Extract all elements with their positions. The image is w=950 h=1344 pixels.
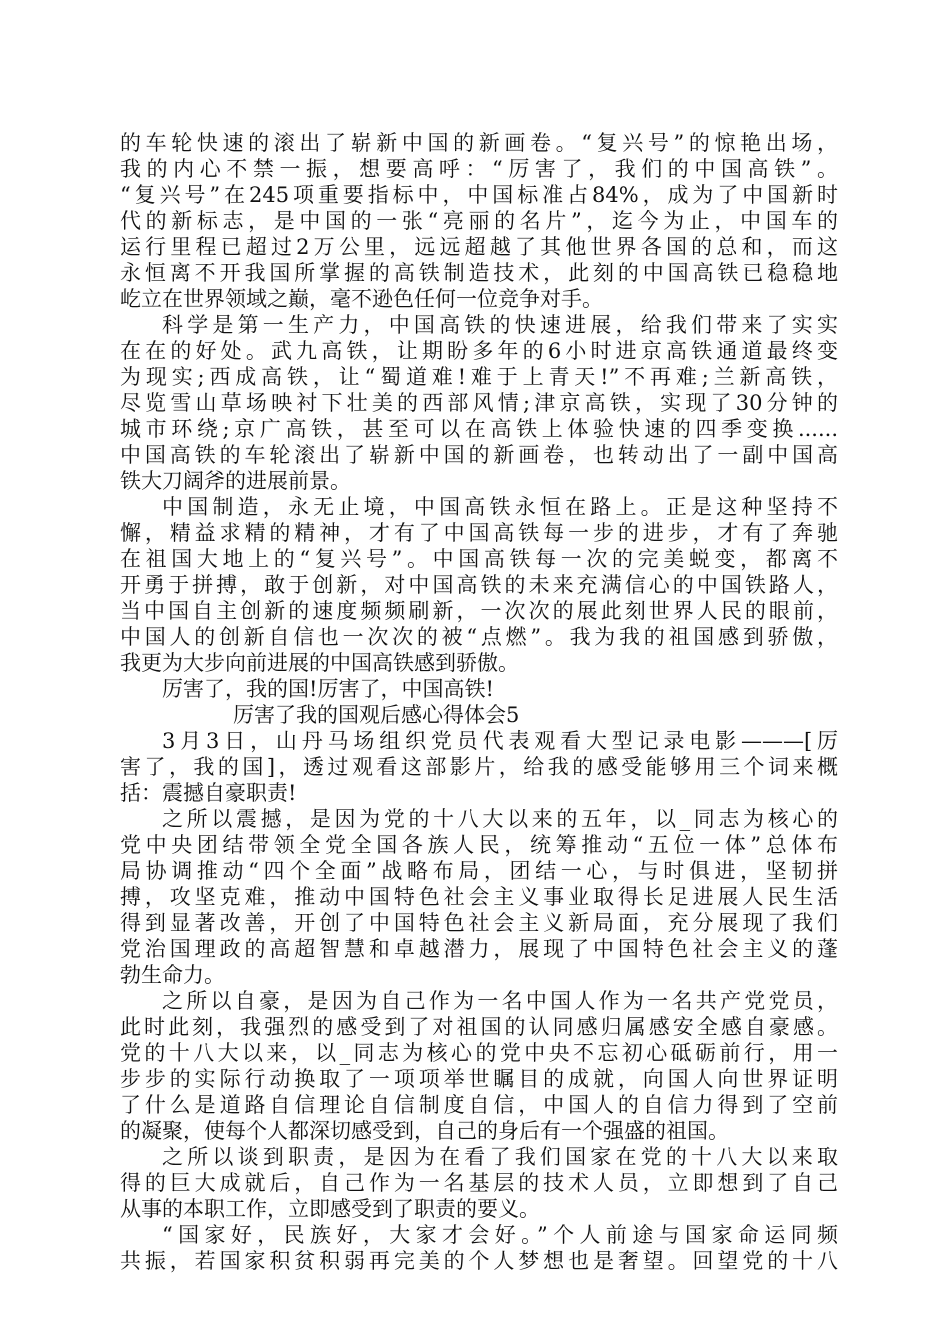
text-line: 之所以震撼，是因为党的十八大以来的五年，以_同志为核心的 [162, 807, 838, 831]
text-line: 中国人的创新自信也一次次的被“点燃”。我为我的祖国感到骄傲， [120, 625, 838, 649]
text-line: 党治国理政的高超智慧和卓越潜力，展现了中国特色社会主义的蓬 [120, 937, 838, 961]
text-line: 得的巨大成就后，自己作为一名基层的技术人员，立即想到了自己 [120, 1171, 838, 1195]
text-line: 中国高铁的车轮滚出了崭新中国的新画卷，也转动出了一副中国高 [120, 443, 838, 467]
text-line: 步步的实际行动换取了一项项举世瞩目的成就，向国人向世界证明 [120, 1067, 838, 1091]
text-line: 屹立在世界领域之巅，毫不逊色任何一位竞争对手。 [120, 287, 603, 311]
section-heading: 厉害了我的国观后感心得体会5 [233, 703, 520, 727]
text-line: 我更为大步向前进展的中国高铁感到骄傲。 [120, 651, 519, 675]
text-line: 懈，精益求精的精神，才有了中国高铁每一步的进步，才有了奔驰 [120, 521, 838, 545]
text-line: 之所以自豪，是因为自己作为一名中国人作为一名共产党党员， [162, 989, 838, 1013]
text-line: 3月3日，山丹马场组织党员代表观看大型记录电影———[厉 [162, 729, 838, 753]
text-line: 我的内心不禁一振，想要高呼：“厉害了，我们的中国高铁”。 [120, 157, 838, 181]
text-line: 在祖国大地上的“复兴号”。中国高铁每一次的完美蜕变，都离不 [120, 547, 838, 571]
text-line: “国家好，民族好，大家才会好。”个人前途与国家命运同频 [162, 1223, 838, 1247]
document-page [120, 130, 838, 1274]
text-line: 党的十八大以来，以_同志为核心的党中央不忘初心砥砺前行，用一 [120, 1041, 838, 1065]
text-line: 中国制造，永无止境，中国高铁永恒在路上。正是这种坚持不 [162, 495, 838, 519]
text-line: 括：震撼自豪职责! [120, 781, 297, 805]
text-line: 为现实;西成高铁，让“蜀道难!难于上青天!”不再难;兰新高铁， [120, 365, 838, 389]
text-line: 害了，我的国]，透过观看这部影片，给我的感受能够用三个词来概 [120, 755, 838, 779]
text-line: 代的新标志，是中国的一张“亮丽的名片”，迄今为止，中国车的 [120, 209, 838, 233]
text-line: 运行里程已超过2万公里，远远超越了其他世界各国的总和，而这 [120, 235, 838, 259]
text-line: 厉害了，我的国!厉害了，中国高铁! [162, 677, 494, 701]
text-line: 尽览雪山草场映衬下壮美的西部风情;津京高铁，实现了30分钟的 [120, 391, 838, 415]
text-line: 在在的好处。武九高铁，让期盼多年的6小时进京高铁通道最终变 [120, 339, 838, 363]
text-line: 此时此刻，我强烈的感受到了对祖国的认同感归属感安全感自豪感。 [120, 1015, 838, 1039]
text-line: 的车轮快速的滚出了崭新中国的新画卷。“复兴号”的惊艳出场， [120, 131, 838, 155]
text-line: 永恒离不开我国所掌握的高铁制造技术，此刻的中国高铁已稳稳地 [120, 261, 838, 285]
text-line: 搏，攻坚克难，推动中国特色社会主义事业取得长足进展人民生活 [120, 885, 838, 909]
text-line: 勃生命力。 [120, 963, 225, 987]
text-line: 的凝聚，使每个人都深切感受到，自己的身后有一个强盛的祖国。 [120, 1119, 729, 1143]
text-line: 了什么是道路自信理论自信制度自信，中国人的自信力得到了空前 [120, 1093, 838, 1117]
text-line: 开勇于拼搏，敢于创新，对中国高铁的未来充满信心的中国铁路人， [120, 573, 838, 597]
text-line: 当中国自主创新的速度频频刷新，一次次的展此刻世界人民的眼前， [120, 599, 838, 623]
text-line: 城市环绕;京广高铁，甚至可以在高铁上体验快速的四季变换...... [120, 417, 838, 441]
text-line: 从事的本职工作，立即感受到了职责的要义。 [120, 1197, 540, 1221]
text-line: 科学是第一生产力，中国高铁的快速进展，给我们带来了实实 [162, 313, 838, 337]
text-line: 党中央团结带领全党全国各族人民，统筹推动“五位一体”总体布 [120, 833, 838, 857]
text-line: “复兴号”在245项重要指标中，中国标准占84%，成为了中国新时 [120, 183, 838, 207]
text-line: 之所以谈到职责，是因为在看了我们国家在党的十八大以来取 [162, 1145, 838, 1169]
text-line: 局协调推动“四个全面”战略布局，团结一心，与时俱进，坚韧拼 [120, 859, 838, 883]
text-line: 铁大刀阔斧的进展前景。 [120, 469, 351, 493]
text-line: 得到显著改善，开创了中国特色社会主义新局面，充分展现了我们 [120, 911, 838, 935]
text-line: 共振，若国家积贫积弱再完美的个人梦想也是奢望。回望党的十八 [120, 1249, 838, 1273]
